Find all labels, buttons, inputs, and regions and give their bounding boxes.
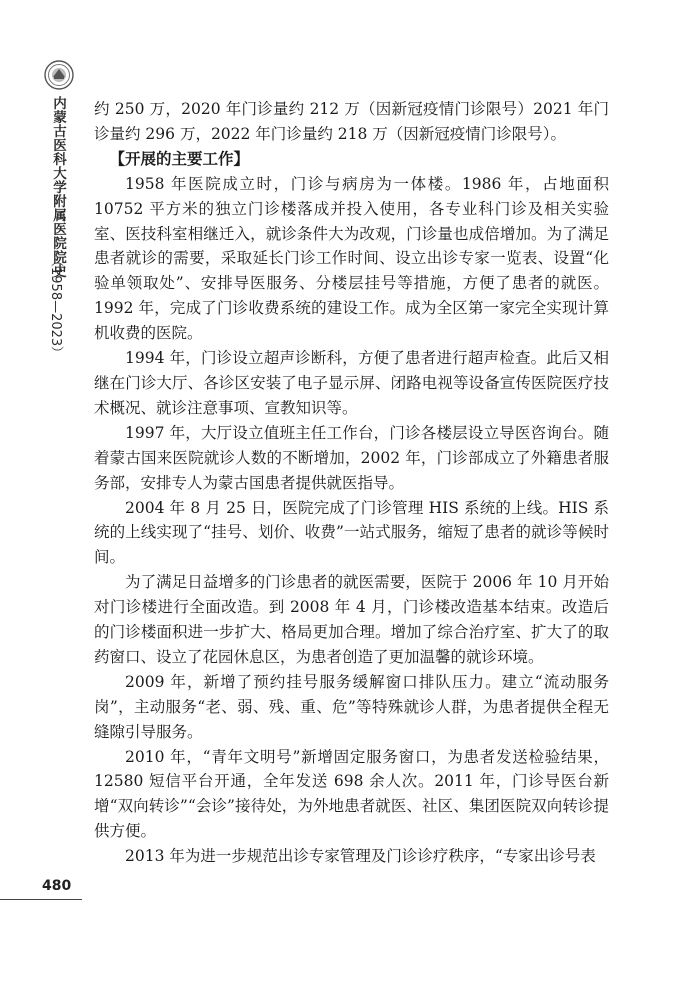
paragraph: 1958 年医院成立时，门诊与病房为一体楼。1986 年，占地面积 10752 平方米的独立门诊楼落成并投入使用，各专业科门诊及相关实验室、医技科室相继迁入，就诊条件大为改观，门诊量也成倍增加。为了满足患者就诊的需要，采取延长门诊工作时间、设立出诊专家一览表、设置“化验单领取处”、安排导医服务、分楼层挂号等措施，方便了患者的就医。1992 年，完成了门诊收费系统的建设工作。成为全区第一家完全实现计算机收费的医院。 [94, 174, 609, 343]
page-number: 480 [42, 878, 72, 894]
footer-rule [0, 899, 82, 900]
paragraph: 2009 年，新增了预约挂号服务缓解窗口排队压力。建立“流动服务岗”，主动服务“老、弱、残、重、危”等特殊就诊人群，为患者提供全程无缝隙引导服务。 [94, 672, 609, 741]
paragraph: 2010 年，“青年文明号”新增固定服务窗口，为患者发送检验结果，12580 短信平台开通，全年发送 698 余人次。2011 年，门诊导医台新增“双向转诊”“会诊”接待处，为外地患者就医、社区、集团医院双向转诊提供方便。 [94, 747, 609, 841]
book-title: 内蒙古医科大学附属医院院史 [50, 96, 66, 278]
paragraph: 约 250 万，2020 年门诊量约 212 万（因新冠疫情门诊限号）2021 年门诊量约 296 万，2022 年门诊量约 218 万（因新冠疫情门诊限号）。 [94, 100, 609, 143]
section-heading: 【开展的主要工作】 [109, 149, 250, 168]
body-text [94, 97, 609, 869]
paragraph: 1994 年，门诊设立超声诊断科，方便了患者进行超声检查。此后又相继在门诊大厅、各诊区安装了电子显示屏、闭路电视等设备宣传医院医疗技术概况、就诊注意事项、宣教知识等。 [94, 349, 609, 417]
paragraph: 为了满足日益增多的门诊患者的就医需要，医院于 2006 年 10 月开始对门诊楼进行全面改造。到 2008 年 4 月，门诊楼改造基本结束。改造后的门诊楼面积进一步扩大、格局更加合理。增加了综合治疗室、扩大了的取药窗口、设立了花园休息区，为患者创造了更加温馨的就诊环境。 [94, 573, 609, 666]
university-emblem-icon [44, 60, 74, 90]
book-years: （1958—2023） [48, 254, 63, 360]
paragraph: 2013 年为进一步规范出诊专家管理及门诊诊疗秩序，“专家出诊号表 [125, 847, 596, 866]
paragraph: 1997 年，大厅设立值班主任工作台，门诊各楼层设立导医咨询台。随着蒙古国来医院就诊人数的不断增加，2002 年，门诊部成立了外籍患者服务部，安排专人为蒙古国患者提供就医指导。 [94, 423, 609, 492]
paragraph: 2004 年 8 月 25 日，医院完成了门诊管理 HIS 系统的上线。HIS 系统的上线实现了“挂号、划价、收费”一站式服务，缩短了患者的就诊等候时间。 [94, 498, 609, 567]
